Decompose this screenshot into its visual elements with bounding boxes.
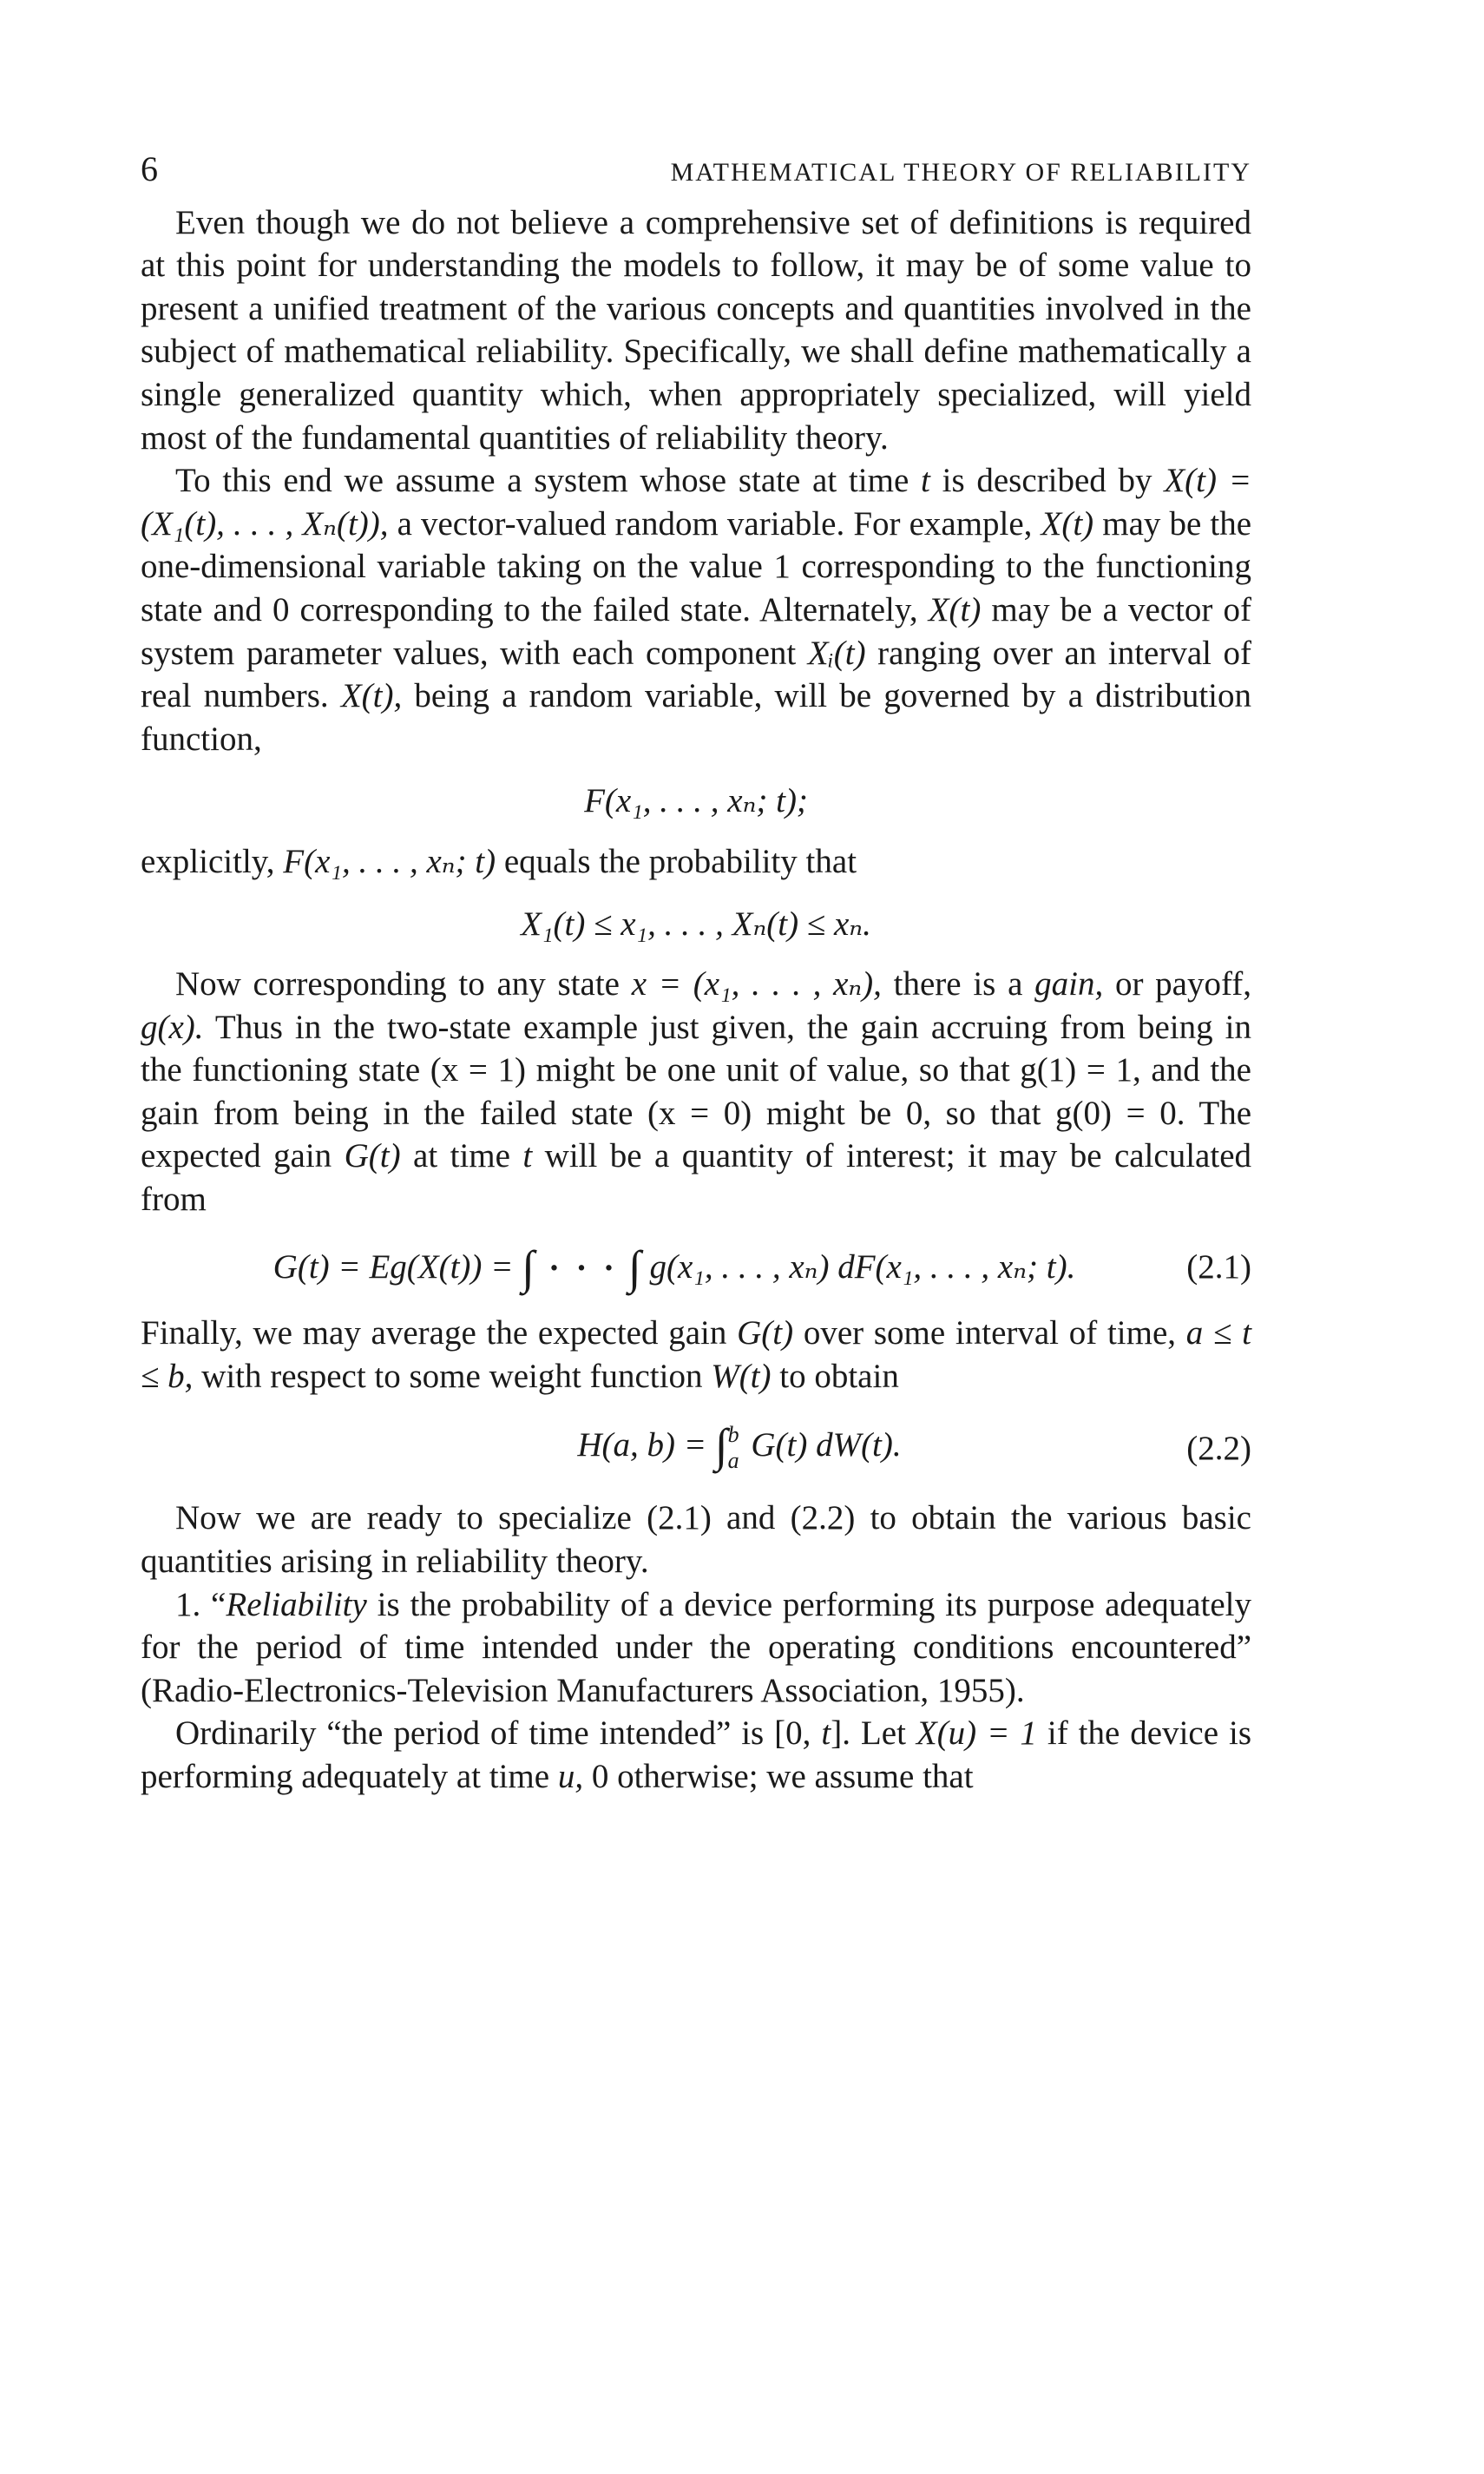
p2-xt-3: X(t) xyxy=(928,590,982,628)
p2-text-g: being a random variable, will be governed by a distribution function, xyxy=(141,677,1252,758)
p8-text-a: Ordinarily “the period of time intended” is [0, xyxy=(175,1714,811,1753)
paragraph-4 xyxy=(141,963,1251,1221)
p2-xt-4: X(t), xyxy=(340,677,403,715)
running-head: MATHEMATICAL THEORY OF RELIABILITY xyxy=(670,158,1251,187)
p8-text-d: 0 otherwise; we assume that xyxy=(591,1758,974,1795)
p4-gx: g(x). xyxy=(141,1008,204,1046)
paragraph-2 xyxy=(141,459,1251,760)
p5-text-d: to obtain xyxy=(779,1357,899,1395)
paragraph-8 xyxy=(141,1712,1251,1798)
page-number: 6 xyxy=(141,149,158,188)
eq2-rhs: G(t) dW(t). xyxy=(751,1426,902,1464)
p2-state-vector: X(t) = (X₁(t), . . . , Xₙ(t)), xyxy=(141,462,1252,543)
p7-reliability-term: Reliability xyxy=(226,1585,367,1623)
paragraph-7 xyxy=(141,1583,1251,1713)
eq1-integral-sign: ∫ · · · ∫ xyxy=(522,1240,641,1293)
eq2-limits xyxy=(728,1422,739,1474)
p8-text-b: ]. Let xyxy=(831,1714,906,1753)
equation-2-1 xyxy=(141,1240,1251,1293)
p4-state-x: x = (x₁, . . . , xₙ), xyxy=(631,965,882,1003)
p2-text-e: may be a vector of system parameter values, with each component xyxy=(141,590,1251,672)
p3-text-b: equals the probability that xyxy=(503,842,857,880)
display-inequality: X₁(t) ≤ x₁, . . . , Xₙ(t) ≤ xₙ. xyxy=(521,905,871,943)
paragraph-1: Even though we do not believe a comprehensive set of definitions is required at this point for understanding the models to follow, it may be of some value to present a unified treatment of the various concepts and quantities involved in the subject of mathematical reliability. Specifically, we shall define mathematically a single generalized quantity which, when appropriately specialized, will yield most of the fundamental quantities of reliability theory. xyxy=(141,203,1251,457)
p4-text-f: will be a quantity of interest; it may be calculated from xyxy=(141,1137,1251,1219)
p8-text-c: if the device is performing adequately at time xyxy=(141,1714,1252,1795)
p2-text-f: ranging over an interval of real numbers. xyxy=(141,634,1251,715)
page-header xyxy=(141,148,1251,194)
page xyxy=(141,148,1251,1799)
p4-text-a: Now corresponding to any state xyxy=(175,965,620,1003)
equation-2-2-body xyxy=(141,1419,1173,1474)
display-distribution-function: F(x₁, . . . , xₙ; t); xyxy=(584,782,808,820)
p7-text-a: 1. “ xyxy=(175,1585,227,1623)
p2-text-d: may be the one-dimensional variable taking on the value 1 corresponding to the functioning state and 0 corresponding to the failed state. Alternately, xyxy=(141,504,1252,628)
p4-text-b: there is a xyxy=(893,965,1023,1003)
p2-text-b: is described by xyxy=(942,462,1152,500)
p5-inequality: a ≤ t ≤ b, xyxy=(141,1314,1251,1395)
eq2-upper-limit: b xyxy=(727,1422,739,1448)
eq1-rhs: g(x₁, . . . , xₙ) dF(x₁, . . . , xₙ; t). xyxy=(649,1247,1076,1286)
p4-var-t: t xyxy=(522,1137,533,1175)
p2-xi: Xᵢ(t) xyxy=(807,634,866,672)
p8-Xu: X(u) = 1 xyxy=(916,1714,1037,1753)
p2-text-a: To this end we assume a system whose state at time xyxy=(175,462,909,500)
p4-gain-term: gain, xyxy=(1034,965,1104,1003)
p7-text-b: is the probability of a device performing its purpose adequately for the period of time intended under the operating conditions encountered” (Radio-Electronics-Television Manufacturers Association, 1955). xyxy=(141,1585,1251,1709)
equation-number-2-1: (2.1) xyxy=(1186,1248,1251,1286)
paragraph-6: Now we are ready to specialize (2.1) and (2.2) to obtain the various basic quantities arising in reliability theory. xyxy=(141,1499,1251,1581)
p4-text-e: at time xyxy=(413,1137,510,1175)
p8-var-t: t xyxy=(821,1714,831,1753)
p2-var-t: t xyxy=(921,462,930,500)
p5-text-b: over some interval of time, xyxy=(803,1314,1177,1352)
p4-Gt: G(t) xyxy=(344,1137,401,1175)
p4-text-d: Thus in the two-state example just given, the gain accruing from being in the functioning state (x = 1) might be one unit of value, so that g(1) = 1, and the gain from being in the failed state (x = 0) might be 0, so that g(0) = 0. The expected gain xyxy=(141,1008,1251,1175)
p2-text-c: a vector-valued random variable. For example, xyxy=(397,504,1033,543)
eq2-integral-sign: ∫ xyxy=(714,1419,728,1472)
equation-2-2 xyxy=(141,1419,1251,1474)
p4-text-c: or payoff, xyxy=(1114,965,1252,1003)
p5-text-a: Finally, we may average the expected gain xyxy=(141,1314,727,1352)
equation-2-1-body xyxy=(141,1240,1173,1293)
equation-number-2-2: (2.2) xyxy=(1186,1429,1251,1467)
p3-text-a: explicitly, xyxy=(141,842,275,880)
paragraph-5 xyxy=(141,1312,1251,1398)
paragraph-3 xyxy=(141,840,1251,884)
eq1-lhs: G(t) = Eg(X(t)) = xyxy=(273,1247,514,1286)
p3-F: F(x₁, . . . , xₙ; t) xyxy=(283,842,496,880)
p5-W: W(t) xyxy=(711,1357,772,1395)
p5-text-c: with respect to some weight function xyxy=(201,1357,703,1395)
p5-Gt: G(t) xyxy=(737,1314,794,1352)
eq2-lower-limit: a xyxy=(727,1448,739,1474)
eq2-lhs: H(a, b) = xyxy=(577,1426,707,1464)
p8-var-u: u, xyxy=(557,1758,584,1795)
p2-xt-2: X(t) xyxy=(1041,504,1094,543)
